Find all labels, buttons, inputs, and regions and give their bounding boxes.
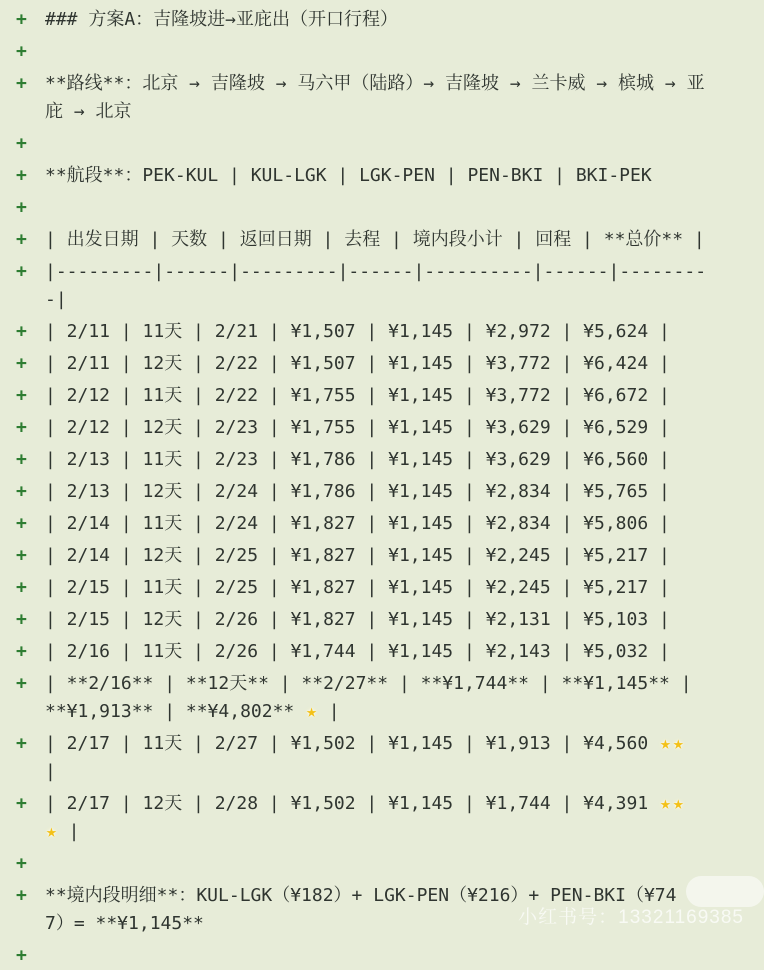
- line-text: **境内段明细**：KUL-LGK（¥182）+ LGK-PEN（¥216）+ PEN-BKI（¥74: [45, 885, 677, 906]
- diff-line: [0, 942, 750, 970]
- diff-line: [0, 478, 750, 506]
- diff-line: [0, 510, 750, 538]
- star-icon: ★: [672, 733, 684, 754]
- diff-line: [0, 574, 750, 602]
- diff-plus-marker: +: [16, 449, 27, 470]
- diff-line: [0, 446, 750, 474]
- diff-plus-marker: +: [16, 385, 27, 406]
- diff-line: [0, 638, 750, 666]
- diff-plus-marker: +: [16, 481, 27, 502]
- diff-line: [0, 382, 750, 410]
- line-text: -|: [45, 289, 67, 310]
- line-text: [45, 38, 717, 66]
- line-text: | 2/16 | 11天 | 2/26 | ¥1,744 | ¥1,145 | ¥2,143 | ¥5,032 |: [45, 641, 670, 662]
- diff-plus-marker: +: [16, 853, 27, 874]
- diff-line-continuation: [0, 286, 750, 314]
- diff-line: [0, 38, 750, 66]
- diff-plus-marker: +: [16, 577, 27, 598]
- line-text: | 2/17 | 11天 | 2/27 | ¥1,502 | ¥1,145 | ¥1,913 | ¥4,560 ★ ★: [45, 733, 684, 754]
- line-text: | 2/13 | 11天 | 2/23 | ¥1,786 | ¥1,145 | ¥3,629 | ¥6,560 |: [45, 449, 670, 470]
- diff-line: [0, 790, 750, 818]
- line-text: | 2/15 | 11天 | 2/25 | ¥1,827 | ¥1,145 | ¥2,245 | ¥5,217 |: [45, 577, 670, 598]
- diff-plus-marker: +: [16, 885, 27, 906]
- xiaohongshu-watermark: 小红书号：13321169385: [518, 907, 744, 928]
- diff-plus-marker: +: [16, 641, 27, 662]
- line-text: [45, 194, 717, 222]
- diff-plus-marker: +: [16, 609, 27, 630]
- line-text: | 2/14 | 12天 | 2/25 | ¥1,827 | ¥1,145 | ¥2,245 | ¥5,217 |: [45, 545, 670, 566]
- diff-plus-marker: +: [16, 513, 27, 534]
- diff-line: [0, 258, 750, 286]
- diff-line: [0, 70, 750, 98]
- diff-plus-marker: +: [16, 197, 27, 218]
- diff-line: [0, 318, 750, 346]
- diff-plus-marker: +: [16, 41, 27, 62]
- diff-plus-marker: +: [16, 353, 27, 374]
- diff-plus-marker: +: [16, 793, 27, 814]
- diff-plus-marker: +: [16, 133, 27, 154]
- diff-plus-marker: +: [16, 321, 27, 342]
- diff-plus-marker: +: [16, 229, 27, 250]
- diff-line: [0, 606, 750, 634]
- diff-plus-marker: +: [16, 73, 27, 94]
- line-text: | 2/14 | 11天 | 2/24 | ¥1,827 | ¥1,145 | ¥2,834 | ¥5,806 |: [45, 513, 670, 534]
- star-icon: ★: [660, 793, 671, 814]
- diff-line-continuation: [0, 98, 750, 126]
- line-text: |: [45, 761, 56, 782]
- line-text: [45, 850, 717, 878]
- line-text: **路线**：北京 → 吉隆坡 → 马六甲（陆路）→ 吉隆坡 → 兰卡威 → 槟城 → 亚: [45, 73, 705, 94]
- line-text: | 2/13 | 12天 | 2/24 | ¥1,786 | ¥1,145 | ¥2,834 | ¥5,765 |: [45, 481, 670, 502]
- line-text: **航段**：PEK-KUL | KUL-LGK | LGK-PEN | PEN-BKI | BKI-PEK: [45, 165, 652, 186]
- diff-line: [0, 414, 750, 442]
- star-icon: ★: [46, 821, 57, 842]
- line-text: | 出发日期 | 天数 | 返回日期 | 去程 | 境内段小计 | 回程 | **总价** |: [45, 229, 705, 250]
- diff-line: [0, 162, 750, 190]
- line-text: |---------|------|---------|------|----------|------|--------: [45, 261, 707, 282]
- diff-plus-marker: +: [16, 733, 27, 754]
- line-text: [45, 130, 717, 158]
- diff-plus-marker: +: [16, 9, 27, 30]
- diff-plus-marker: +: [16, 165, 27, 186]
- line-text: | 2/15 | 12天 | 2/26 | ¥1,827 | ¥1,145 | ¥2,131 | ¥5,103 |: [45, 609, 670, 630]
- line-text: [45, 942, 717, 970]
- diff-plus-marker: +: [16, 261, 27, 282]
- diff-line: [0, 670, 750, 698]
- diff-line: [0, 226, 750, 254]
- line-text: | 2/11 | 11天 | 2/21 | ¥1,507 | ¥1,145 | ¥2,972 | ¥5,624 |: [45, 321, 670, 342]
- diff-line: [0, 130, 750, 158]
- diff-line-continuation: [0, 758, 750, 786]
- diff-plus-marker: +: [16, 545, 27, 566]
- line-text: | **2/16** | **12天** | **2/27** | **¥1,744** | **¥1,145** |: [45, 673, 692, 694]
- star-icon: ★: [672, 793, 684, 814]
- diff-line: [0, 542, 750, 570]
- line-text: | 2/12 | 11天 | 2/22 | ¥1,755 | ¥1,145 | ¥3,772 | ¥6,672 |: [45, 385, 670, 406]
- line-text: 7）= **¥1,145**: [45, 913, 204, 934]
- star-icon: ★: [660, 733, 671, 754]
- diff-line: [0, 730, 750, 758]
- diff-plus-marker: +: [16, 417, 27, 438]
- star-icon: ★: [306, 701, 317, 722]
- line-text: ★ |: [46, 821, 80, 842]
- diff-line: [0, 6, 750, 34]
- diff-line: [0, 194, 750, 222]
- line-text: | 2/17 | 12天 | 2/28 | ¥1,502 | ¥1,145 | ¥1,744 | ¥4,391 ★ ★: [45, 793, 684, 814]
- diff-line: [0, 350, 750, 378]
- diff-line: [0, 850, 750, 878]
- diff-line-continuation: [0, 818, 750, 846]
- line-text: **¥1,913** | **¥4,802** ★ |: [45, 701, 340, 722]
- line-text: 庇 → 北京: [45, 101, 132, 122]
- line-text: | 2/12 | 12天 | 2/23 | ¥1,755 | ¥1,145 | ¥3,629 | ¥6,529 |: [45, 417, 670, 438]
- diff-plus-marker: +: [16, 673, 27, 694]
- line-text: ### 方案A：吉隆坡进→亚庇出（开口行程）: [45, 9, 399, 30]
- diff-plus-marker: +: [16, 945, 27, 966]
- line-text: | 2/11 | 12天 | 2/22 | ¥1,507 | ¥1,145 | ¥3,772 | ¥6,424 |: [45, 353, 670, 374]
- diff-line-continuation: [0, 698, 750, 726]
